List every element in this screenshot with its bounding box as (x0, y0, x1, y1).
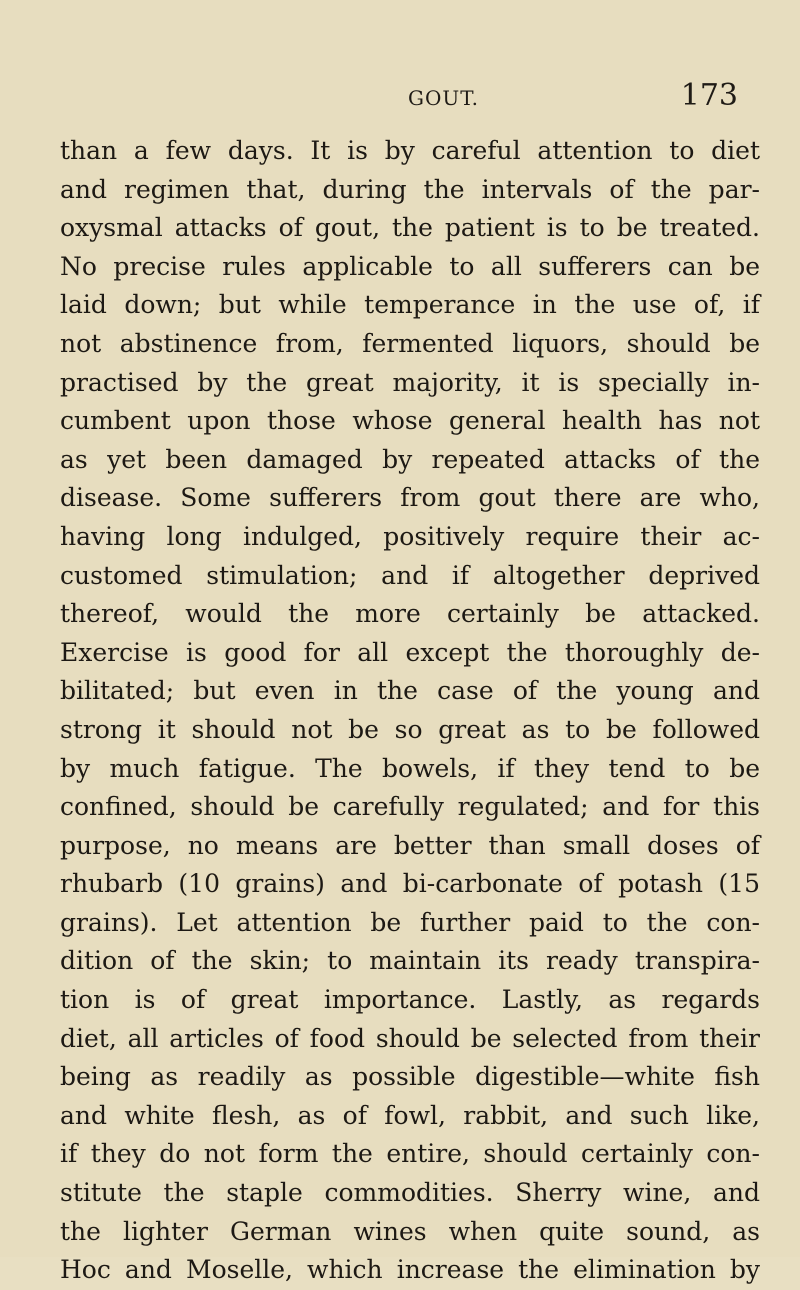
running-header (40, 78, 760, 118)
text-line: practised by the great majority, it is specially in- (60, 367, 760, 397)
text-line: the lighter German wines when quite sound, as (60, 1216, 760, 1246)
text-line: cumbent upon those whose general health has not (60, 406, 760, 436)
text-line: as yet been damaged by repeated attacks of the (60, 444, 760, 474)
text-line: if they do not form the entire, should certainly con- (60, 1139, 760, 1169)
text-line: and regimen that, during the intervals of the par- (60, 174, 760, 204)
text-line: stitute the staple commodities. Sherry wine, and (60, 1178, 760, 1208)
text-line: grains). Let attention be further paid to the con- (60, 907, 760, 937)
text-line: disease. Some sufferers from gout there are who, (60, 483, 760, 513)
text-line: having long indulged, positively require their ac- (60, 521, 760, 551)
text-line: No precise rules applicable to all sufferers can be (60, 251, 760, 281)
body-text (60, 132, 760, 1290)
text-line: laid down; but while temperance in the use of, if (60, 290, 760, 320)
text-line: by much fatigue. The bowels, if they tend to be (60, 753, 760, 783)
text-line: thereof, would the more certainly be attacked. (60, 599, 760, 629)
text-line: dition of the skin; to maintain its ready transpira- (60, 946, 760, 976)
text-line: confined, should be carefully regulated; and for this (60, 792, 760, 822)
text-line: than a few days. It is by careful attention to diet (60, 136, 760, 165)
text-line: not abstinence from, fermented liquors, should be (60, 328, 760, 358)
text-line: Hoc and Moselle, which increase the elimination by (60, 1255, 760, 1285)
text-line: oxysmal attacks of gout, the patient is to be treated. (60, 213, 760, 243)
text-line: bilitated; but even in the case of the young and (60, 676, 760, 706)
text-line: rhubarb (10 grains) and bi-carbonate of potash (15 (60, 869, 760, 899)
running-title: GOUT. (408, 86, 479, 110)
text-line: customed stimulation; and if altogether deprived (60, 560, 760, 590)
text-line: diet, all articles of food should be selected from their (60, 1023, 760, 1053)
page-number: 173 (680, 78, 738, 113)
text-line: tion is of great importance. Lastly, as regards (60, 985, 760, 1015)
text-line: purpose, no means are better than small doses of (60, 830, 760, 860)
text-line: being as readily as possible digestible—white fish (60, 1062, 760, 1092)
text-line: Exercise is good for all except the thoroughly de- (60, 637, 760, 667)
text-line: and white flesh, as of fowl, rabbit, and such like, (60, 1100, 760, 1130)
text-line: strong it should not be so great as to be followed (60, 714, 760, 744)
